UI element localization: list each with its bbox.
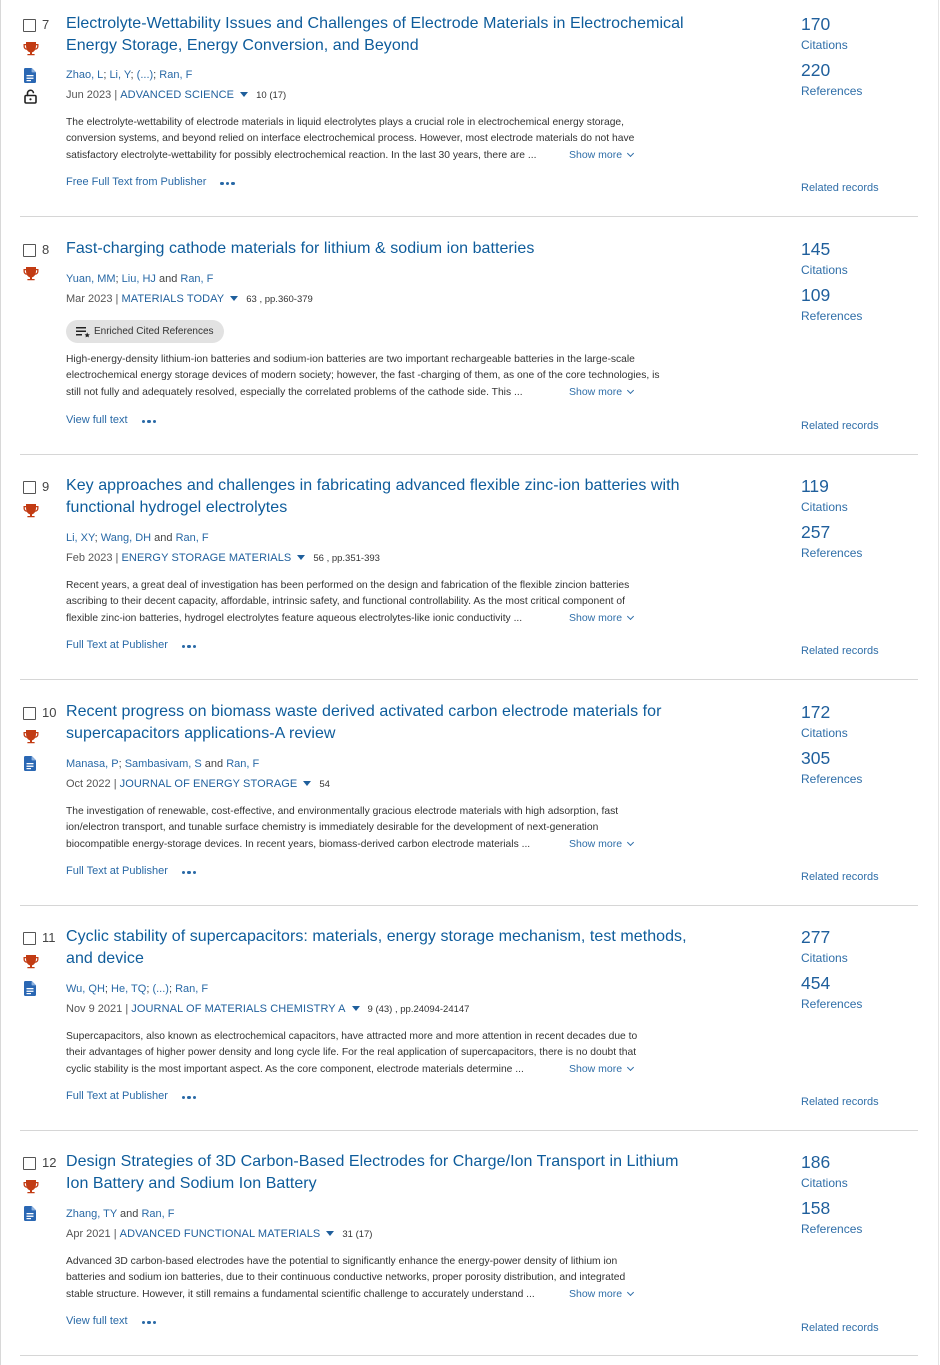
related-records-link[interactable]: Related records [801, 1096, 879, 1108]
chevron-down-icon [627, 613, 634, 620]
author-link[interactable]: Ran, F [175, 532, 209, 544]
references-count-link[interactable]: 257 [801, 522, 831, 542]
right-border [938, 0, 939, 1365]
author-separator: ; [130, 69, 137, 81]
title-line: Ion Battery and Sodium Ion Battery [66, 1174, 317, 1192]
publication-date: Feb 2023 [66, 552, 113, 564]
citations-label: Citations [801, 951, 848, 965]
record-number: 10 [42, 705, 57, 720]
references-label: References [801, 84, 863, 98]
author-list [66, 758, 259, 770]
author-link[interactable]: Zhang, TY [66, 1208, 117, 1220]
citations-label: Citations [801, 263, 848, 277]
abstract-line: batteries and sodium ion batteries, due to their continuous conductive networks, proper porosity distribution, and integrated [66, 1272, 626, 1284]
publication-meta [66, 778, 330, 790]
author-link[interactable]: Ran, F [159, 69, 193, 81]
abstract-line: still not fully and adequately resolved, especially the correlated problems of the cathode side. This ... [66, 386, 523, 398]
author-link[interactable]: Li, XY [66, 532, 95, 544]
chevron-down-icon [627, 387, 634, 394]
chevron-down-icon [627, 1064, 634, 1071]
record-title-link[interactable] [66, 701, 696, 744]
full-text-link[interactable]: Full Text at Publisher [66, 1090, 168, 1102]
author-separator: ; [153, 69, 160, 81]
highly-cited-trophy-icon [23, 729, 39, 746]
left-border [0, 0, 1, 1365]
highly-cited-trophy-icon [23, 954, 39, 971]
related-records-link[interactable]: Related records [801, 1322, 879, 1334]
publication-meta [66, 293, 313, 305]
abstract-line: Supercapacitors, also known as electrochemical capacitors, have attracted more and more attention in recent decades due to [66, 1031, 638, 1042]
journal-dropdown-icon[interactable] [297, 555, 305, 560]
author-list [66, 1208, 174, 1220]
full-text-row [66, 639, 198, 651]
author-link[interactable]: Sambasivam, S [124, 758, 202, 770]
full-text-row [66, 176, 237, 188]
citations-label: Citations [801, 1176, 848, 1190]
full-text-link[interactable]: Free Full Text from Publisher [66, 176, 207, 188]
author-separator: ; [146, 983, 153, 995]
volume-pages: 10 (17) [256, 90, 287, 101]
journal-name-link[interactable]: ADVANCED SCIENCE [120, 89, 235, 101]
title-line: Key approaches and challenges in fabricating advanced flexible zinc-ion batteries with [66, 477, 680, 494]
full-text-link[interactable]: View full text [66, 414, 128, 426]
record-divider [20, 905, 918, 906]
references-label: References [801, 309, 863, 323]
record-divider [20, 454, 918, 455]
meta-divider: | [111, 89, 121, 101]
record-divider [20, 1355, 918, 1356]
more-options-icon[interactable] [182, 639, 199, 651]
author-link[interactable]: (...) [136, 69, 154, 81]
meta-divider: | [110, 778, 120, 790]
journal-name-link[interactable]: JOURNAL OF ENERGY STORAGE [119, 778, 298, 790]
abstract-line: Advanced 3D carbon-based electrodes have the potential to significantly enhance the energy-power density of lithium ion [66, 1256, 618, 1267]
abstract-line: Recent years, a great deal of investigation has been performed on the design and fabrication of the flexible zincion batteries [66, 580, 630, 591]
author-separator: ; [94, 532, 101, 544]
abstract-line: electrochemical energy storage devices of modern society; however, the fast -charging of them, as one of the core technologies, is [66, 370, 660, 382]
references-count-link[interactable]: 454 [801, 973, 831, 993]
references-count-link[interactable]: 220 [801, 60, 831, 80]
related-records-link[interactable]: Related records [801, 871, 879, 883]
author-link[interactable]: He, TQ [111, 983, 147, 995]
record-divider [20, 679, 918, 680]
journal-dropdown-icon[interactable] [240, 92, 248, 97]
abstract-line: stable structure. However, it still remains a fundamental scientific challenge to accurately understand ... [66, 1288, 535, 1300]
highly-cited-trophy-icon [23, 503, 39, 520]
citations-count-link[interactable]: 145 [801, 239, 831, 259]
references-label: References [801, 772, 863, 786]
title-line: Fast-charging cathode materials for lithium & sodium ion batteries [66, 240, 535, 257]
publication-meta [66, 1228, 372, 1240]
author-list [66, 273, 213, 285]
publication-date: Jun 2023 [66, 89, 112, 101]
record-number: 7 [42, 17, 50, 32]
author-list [66, 532, 209, 544]
full-text-row [66, 1315, 158, 1327]
more-options-icon[interactable] [220, 176, 237, 188]
publication-date: Oct 2022 [66, 778, 111, 790]
journal-dropdown-icon[interactable] [352, 1006, 360, 1011]
more-options-icon[interactable] [142, 414, 159, 426]
record-divider [20, 1130, 918, 1131]
author-link[interactable]: Zhao, L [66, 69, 104, 81]
show-more-button[interactable] [565, 838, 633, 850]
author-link[interactable]: Liu, HJ [121, 273, 156, 285]
author-link[interactable]: Manasa, P [66, 758, 119, 770]
related-records-link[interactable]: Related records [801, 420, 879, 432]
free-full-text-document-icon[interactable] [24, 68, 36, 83]
free-full-text-document-icon[interactable] [24, 1206, 36, 1221]
publication-meta [66, 89, 286, 101]
full-text-link[interactable]: View full text [66, 1315, 128, 1327]
author-link[interactable]: Yuan, MM [66, 273, 116, 285]
full-text-link[interactable]: Full Text at Publisher [66, 639, 168, 651]
author-link[interactable]: Ran, F [226, 758, 260, 770]
volume-pages: 63 , pp.360-379 [246, 294, 313, 305]
author-link[interactable]: Li, Y [109, 69, 131, 81]
author-link[interactable]: (...) [152, 983, 169, 995]
title-line: functional hydrogel electrolytes [66, 498, 288, 516]
meta-divider: | [112, 293, 122, 305]
select-checkbox[interactable] [23, 932, 36, 945]
author-link[interactable]: Ran, F [175, 983, 209, 995]
citations-label: Citations [801, 500, 848, 514]
select-checkbox[interactable] [23, 19, 36, 32]
free-full-text-document-icon[interactable] [24, 756, 36, 771]
title-line: supercapacitors applications-A review [66, 724, 336, 742]
citations-count-link[interactable]: 277 [801, 927, 831, 947]
chevron-down-icon [627, 839, 634, 846]
record-number: 12 [42, 1155, 57, 1170]
select-checkbox[interactable] [23, 707, 36, 720]
volume-pages: 54 [319, 779, 330, 790]
author-link[interactable]: Wu, QH [66, 983, 105, 995]
meta-divider: | [110, 1228, 120, 1240]
publication-date: Nov 9 2021 [66, 1003, 123, 1015]
title-line: Recent progress on biomass waste derived activated carbon electrode materials for [66, 703, 662, 720]
free-full-text-document-icon[interactable] [24, 981, 36, 996]
author-separator: and [155, 273, 181, 285]
record-divider [20, 216, 918, 217]
title-line: Electrolyte-Wettability Issues and Challenges of Electrode Materials in Electrochemical [66, 15, 684, 32]
chevron-down-icon [627, 1289, 634, 1296]
journal-dropdown-icon[interactable] [326, 1231, 334, 1236]
enriched-list-icon [76, 326, 94, 338]
references-count-link[interactable]: 305 [801, 748, 831, 768]
highly-cited-trophy-icon [23, 41, 39, 58]
volume-pages: 9 (43) , pp.24094-24147 [367, 1004, 470, 1015]
full-text-row [66, 865, 198, 877]
journal-name-link[interactable]: ENERGY STORAGE MATERIALS [121, 552, 292, 564]
chevron-down-icon [627, 150, 634, 157]
show-more-button[interactable] [565, 149, 633, 161]
citations-count-link[interactable]: 172 [801, 702, 831, 722]
record-title-link[interactable] [66, 13, 696, 56]
publication-date: Mar 2023 [66, 293, 113, 305]
abstract-line: their advantages of higher power density and long cycle life. For the real application of supercapacitors, there is no doubt that [66, 1047, 637, 1059]
show-more-label: Show more [569, 1063, 623, 1075]
journal-dropdown-icon[interactable] [230, 296, 238, 301]
author-separator: ; [103, 69, 110, 81]
volume-pages: 56 , pp.351-393 [313, 553, 380, 564]
journal-dropdown-icon[interactable] [303, 781, 311, 786]
badge-label: Enriched Cited References [94, 326, 214, 337]
author-link[interactable]: Ran, F [141, 1208, 175, 1220]
references-label: References [801, 546, 863, 560]
abstract-line: The electrolyte-wettability of electrode materials in liquid electrolytes plays a crucial role in electrochemical energy storage, [66, 117, 625, 128]
title-line: Energy Storage, Energy Conversion, and Beyond [66, 36, 419, 54]
author-list [66, 983, 208, 995]
journal-name-link[interactable]: JOURNAL OF MATERIALS CHEMISTRY A [131, 1003, 346, 1015]
author-separator: and [201, 758, 227, 770]
record-title-link[interactable] [66, 1151, 696, 1194]
citations-count-link[interactable]: 119 [801, 476, 829, 496]
abstract-line: ascribing to their decent capacity, affordable, intrinsic safety, and functional controllability. As the most critical component of [66, 596, 625, 608]
record-title-link[interactable] [66, 238, 696, 260]
title-line: and device [66, 949, 144, 967]
abstract-line: satisfactory electrolyte-wettability for possibly electrochemical reaction. In the last 30 years, there are ... [66, 149, 537, 161]
open-access-lock-icon [24, 89, 37, 104]
publication-date: Apr 2021 [66, 1228, 111, 1240]
more-options-icon[interactable] [182, 1090, 199, 1102]
select-checkbox[interactable] [23, 1157, 36, 1170]
author-separator: ; [115, 273, 122, 285]
publication-meta [66, 1003, 469, 1015]
show-more-label: Show more [569, 149, 623, 161]
show-more-label: Show more [569, 612, 623, 624]
abstract-line: High-energy-density lithium-ion batteries and sodium-ion batteries are two important rechargeable batteries in the large-scale [66, 354, 635, 365]
author-separator: ; [118, 758, 125, 770]
title-line: Design Strategies of 3D Carbon-Based Electrodes for Charge/Ion Transport in Lithium [66, 1153, 679, 1170]
meta-divider: | [122, 1003, 132, 1015]
select-checkbox[interactable] [23, 481, 36, 494]
citations-count-link[interactable]: 186 [801, 1152, 831, 1172]
full-text-link[interactable]: Full Text at Publisher [66, 865, 168, 877]
author-list [66, 69, 192, 81]
citations-label: Citations [801, 38, 848, 52]
record-number: 9 [42, 479, 50, 494]
record-number: 8 [42, 242, 50, 257]
show-more-label: Show more [569, 838, 623, 850]
author-separator: and [116, 1208, 142, 1220]
author-link[interactable]: Wang, DH [100, 532, 152, 544]
citations-label: Citations [801, 726, 848, 740]
show-more-label: Show more [569, 386, 623, 398]
highly-cited-trophy-icon [23, 266, 39, 283]
select-checkbox[interactable] [23, 244, 36, 257]
meta-divider: | [112, 552, 122, 564]
journal-name-link[interactable]: MATERIALS TODAY [121, 293, 225, 305]
abstract-line: flexible zinc-ion batteries, hydrogel electrolytes feature aqueous electrolytes-like ionic conductivity ... [66, 612, 523, 624]
record-title-link[interactable] [66, 926, 696, 969]
related-records-link[interactable]: Related records [801, 182, 879, 194]
abstract-line: conversion systems, and beyond relied on interface electrochemical process. However, most electrode materials do not have [66, 133, 635, 145]
abstract-line: The investigation of renewable, cost-effective, and environmentally gracious electrode materials with high adsorption, fast [66, 806, 619, 817]
abstract-line: ion/electron transport, and tunable surface chemistry is immediately desirable for the development of next-generation [66, 822, 599, 834]
related-records-link[interactable]: Related records [801, 645, 879, 657]
references-label: References [801, 1222, 863, 1236]
full-text-row [66, 1090, 198, 1102]
references-count-link[interactable]: 158 [801, 1198, 831, 1218]
title-line: Cyclic stability of supercapacitors: materials, energy storage mechanism, test methods, [66, 928, 687, 945]
publication-meta [66, 552, 380, 564]
citations-count-link[interactable]: 170 [801, 14, 831, 34]
more-options-icon[interactable] [182, 865, 199, 877]
enriched-cited-references-badge[interactable] [66, 320, 224, 343]
journal-name-link[interactable]: ADVANCED FUNCTIONAL MATERIALS [119, 1228, 321, 1240]
highly-cited-trophy-icon [23, 1179, 39, 1196]
more-options-icon[interactable] [142, 1315, 159, 1327]
author-separator: ; [168, 983, 176, 995]
record-title-link[interactable] [66, 475, 696, 518]
record-number: 11 [42, 930, 56, 945]
full-text-row [66, 414, 158, 426]
abstract-line: cyclic stability is the most important aspect. As the core component, electrode materials determine ... [66, 1063, 524, 1075]
show-more-label: Show more [569, 1288, 623, 1300]
show-more-button[interactable] [565, 1288, 633, 1300]
show-more-button[interactable] [565, 1063, 633, 1075]
abstract-line: biocompatible energy-storage devices. In recent years, biomass-derived carbon electrode materials ... [66, 838, 531, 850]
author-link[interactable]: Ran, F [180, 273, 214, 285]
references-count-link[interactable]: 109 [801, 285, 831, 305]
show-more-button[interactable] [565, 386, 633, 398]
author-separator: and [151, 532, 176, 544]
volume-pages: 31 (17) [342, 1229, 373, 1240]
author-separator: ; [104, 983, 112, 995]
references-label: References [801, 997, 863, 1011]
show-more-button[interactable] [565, 612, 633, 624]
